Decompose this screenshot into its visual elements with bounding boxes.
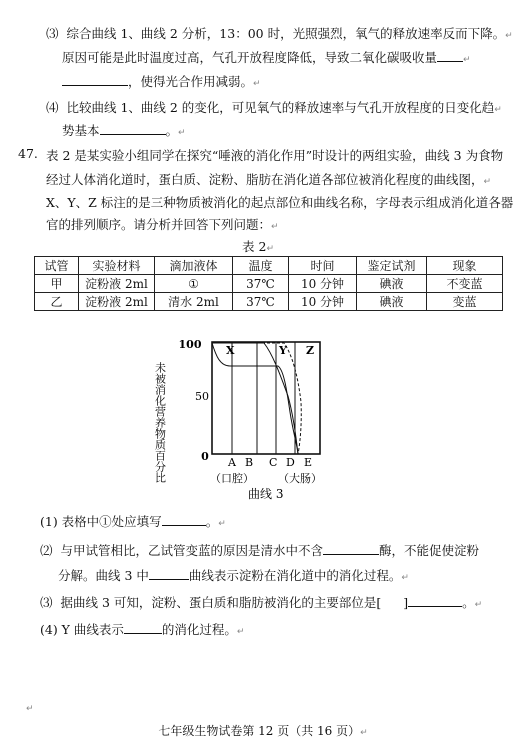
region-label-large-intestine: （大肠） bbox=[278, 472, 322, 485]
x-tick-a: A bbox=[228, 456, 236, 469]
table-header-row bbox=[35, 257, 503, 275]
table-cell: 碘液 bbox=[357, 293, 427, 311]
table-cell: 37℃ bbox=[233, 293, 289, 311]
table-cell: 清水 2ml bbox=[155, 293, 233, 311]
region-label-mouth: （口腔） bbox=[210, 472, 254, 485]
page-footer: 七年级生物试卷第 12 页（共 16 页）↵ bbox=[158, 724, 368, 738]
table-header: 温度 bbox=[233, 257, 289, 275]
experiment-table bbox=[34, 256, 503, 311]
series-label-x: X bbox=[226, 344, 235, 357]
table-header: 鉴定试剂 bbox=[357, 257, 427, 275]
answer-2-line2: 分解。曲线 3 中 曲线表示淀粉在消化道中的消化过程。↵ bbox=[58, 568, 409, 583]
answer-blank[interactable] bbox=[124, 621, 162, 634]
q4-line2: 势基本 。↵ bbox=[62, 123, 186, 138]
table-row bbox=[35, 275, 503, 293]
table-cell: 10 分钟 bbox=[289, 275, 357, 293]
q47-number: 47. bbox=[18, 146, 38, 161]
table-header: 实验材料 bbox=[79, 257, 155, 275]
q4-line1: ⑷ 比较曲线 1、曲线 2 的变化，可见氧气的释放速率与气孔开放程度的日变化趋↵ bbox=[46, 100, 502, 115]
answer-3: ⑶ 据曲线 3 可知，淀粉、蛋白质和脂肪被消化的主要部位是[ ] 。↵ bbox=[40, 595, 483, 610]
table-cell: 淀粉液 2ml bbox=[79, 293, 155, 311]
x-tick-c: C bbox=[269, 456, 278, 469]
q3-line2: 原因可能是此时温度过高，气孔开放程度降低，导致二氧化碳吸收量 ↵ bbox=[62, 50, 471, 65]
y-tick-0: 0 bbox=[201, 450, 209, 463]
answer-blank[interactable] bbox=[62, 73, 128, 86]
series-label-z: Z bbox=[306, 344, 315, 357]
x-tick-d: D bbox=[286, 456, 295, 469]
table-header: 现象 bbox=[427, 257, 503, 275]
table-header: 时间 bbox=[289, 257, 357, 275]
table-header: 试管 bbox=[35, 257, 79, 275]
y-tick-50: 50 bbox=[195, 390, 209, 403]
q3-line3: ，使得光合作用减弱。↵ bbox=[62, 72, 261, 90]
table-cell: ① bbox=[155, 275, 233, 293]
q3-line1: ⑶ 综合曲线 1、曲线 2 分析，13：00 时，光照强烈，氧气的释放速率反而下降。↵ bbox=[46, 26, 513, 41]
table-cell: 37℃ bbox=[233, 275, 289, 293]
table-caption: 表 2↵ bbox=[242, 239, 274, 254]
y-tick-100: 100 bbox=[178, 338, 202, 351]
answer-blank[interactable] bbox=[323, 542, 379, 555]
q47-line4: 官的排列顺序。请分析并回答下列问题：↵ bbox=[46, 217, 279, 232]
table-cell: 变蓝 bbox=[427, 293, 503, 311]
table-cell: 甲 bbox=[35, 275, 79, 293]
answer-4: (4) Y 曲线表示 的消化过程。↵ bbox=[40, 622, 245, 637]
table-cell: 淀粉液 2ml bbox=[79, 275, 155, 293]
x-tick-e: E bbox=[304, 456, 313, 469]
answer-blank[interactable] bbox=[149, 567, 189, 580]
series-label-y: Y bbox=[279, 344, 287, 357]
answer-blank[interactable] bbox=[437, 49, 463, 62]
paragraph-mark: ↵ bbox=[26, 704, 34, 714]
answer-2-line1: ⑵ 与甲试管相比，乙试管变蓝的原因是清水中不含 酶，不能促使淀粉 bbox=[40, 543, 479, 558]
answer-1: (1) 表格中①处应填写 。↵ bbox=[40, 514, 226, 529]
plot-frame bbox=[212, 342, 320, 454]
y-axis-label: 未被消化营养物质百分比 bbox=[153, 362, 167, 483]
curve-x bbox=[212, 343, 298, 454]
answer-blank[interactable] bbox=[100, 122, 166, 135]
q47-line2: 经过人体消化道时，蛋白质、淀粉、脂肪在消化道各部位被消化程度的曲线图，↵ bbox=[46, 172, 492, 187]
table-cell: 碘液 bbox=[357, 275, 427, 293]
table-cell: 10 分钟 bbox=[289, 293, 357, 311]
q47-line3: X、Y、Z 标注的是三种物质被消化的起点部位和曲线名称，字母表示组成消化道各器 bbox=[46, 195, 514, 210]
table-cell: 乙 bbox=[35, 293, 79, 311]
digestion-curve-chart bbox=[150, 332, 350, 502]
answer-blank[interactable] bbox=[408, 594, 462, 607]
table-header: 滴加液体 bbox=[155, 257, 233, 275]
table-row bbox=[35, 293, 503, 311]
answer-blank[interactable] bbox=[162, 513, 206, 526]
chart-caption: 曲线 3 bbox=[248, 487, 284, 501]
curve-y bbox=[212, 343, 298, 454]
table-cell: 不变蓝 bbox=[427, 275, 503, 293]
x-tick-b: B bbox=[245, 456, 254, 469]
q47-line1: 表 2 是某实验小组同学在探究“唾液的消化作用”时设计的两组实验，曲线 3 为食物 bbox=[46, 148, 504, 163]
